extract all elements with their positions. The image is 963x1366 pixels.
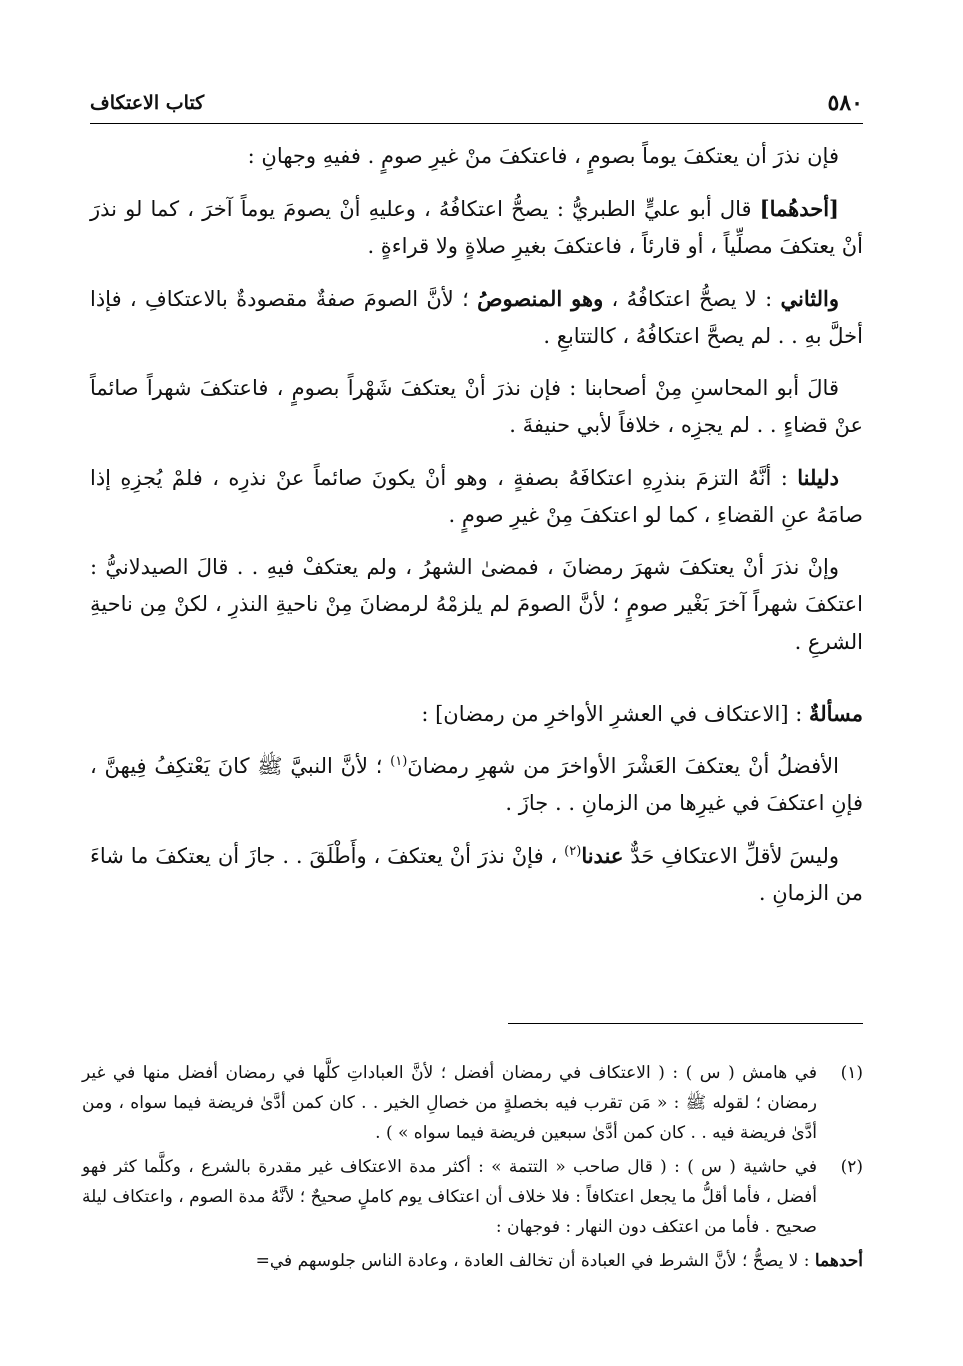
footnote-text: في حاشية ( س ) : ( قال صاحب « التتمة » : أكثر مدة الاعتكاف غير مقدرة بالشرع ، وكلَّما كثر فهو أفضل ، فأما أقلُّ ما يجعل اعتكافاً : فلا خلاف أن اعتكاف يوم كاملٍ صحيحٌ ؛ لأنَّهُ مدة الصوم ، واعتكاف ليلة صحيح . فأما من اعتكف دون النهار : فوجهان : (82, 1157, 817, 1237)
paragraph (90, 549, 863, 662)
bold-label: أحدهما (814, 1251, 863, 1271)
footnote-ref[interactable]: (١) (390, 753, 408, 769)
footnotes (82, 1058, 863, 1276)
paragraph-text: : لا يصحُّ اعتكافُهُ ، (603, 286, 781, 311)
paragraph-text: ؛ لأنَّ النبيَّ ﷺ كانَ يَعْتكِفُ فِيهنَّ ، فإنِ اعتكفَ في غيرِها من الزمانِ . . جازَ . (90, 753, 863, 815)
main-text (90, 138, 863, 927)
paragraph (90, 138, 863, 176)
paragraph-text: ؛ لأنَّ الصومَ صفةٌ مقصودةٌ بالاعتكافِ ، فإذا أخلَّ بهِ . . لم يصحَّ اعتكافُهُ ، كالتتابعِ . (90, 286, 863, 348)
paragraph (90, 190, 863, 266)
section-heading-text: : [الاعتكاف في العشرِ الأواخرِ من رمضان] : (421, 702, 809, 726)
paragraph-text: الأفضلُ أنْ يعتكفَ العَشْرَ الأواخرَ من شهرِ رمضانَ (407, 753, 839, 778)
paragraph-text: وليسَ لأقلِّ الاعتكافِ حَدٌّ (623, 843, 840, 868)
paragraph-text: ، فإنْ نذرَ أنْ يعتكفَ ، وأَطْلَقَ . . جازَ أن يعتكفَ ما شاءَ من الزمانِ . (90, 843, 863, 905)
bold-label: دليلنا (797, 464, 839, 490)
bold-label: والثاني (780, 285, 839, 311)
page-header (90, 84, 863, 124)
bold-label: وهو المنصوصُ (477, 285, 604, 311)
paragraph-text: قالَ أبو المحاسنِ مِنْ أصحابنا : فإن نذرَ أنْ يعتكفَ شَهْراً بصومٍ ، فاعتكفَ شهراً صائماً عنْ قضاءٍ . . لم يجزِه ، خلافاً لأبي حنيفةَ . (90, 375, 863, 437)
footnote (82, 1152, 863, 1242)
footnote-text: : لا يصحُّ ؛ لأنَّ الشرط في العبادة أن تخالف العادة ، وعادة الناس جلوسهم في= (255, 1251, 815, 1271)
footnote-separator (508, 1023, 863, 1024)
paragraph-text: وإنْ نذرَ أنْ يعتكفَ شهرَ رمضانَ ، فمضىٰ الشهرُ ، ولم يعتكفْ فيهِ . . قالَ الصيدلانيُّ : اعتكفَ شهراً آخرَ بَغْير صومٍ ؛ لأنَّ الصومَ لم يلزمْهُ لرمضانَ مِنْ ناحيةِ النذرِ ، لكنْ مِن ناحيةِ الشرعِ . (90, 554, 863, 654)
footnote-ref[interactable]: (٢) (564, 843, 582, 859)
masala-label: مسألةٌ (808, 701, 863, 726)
paragraph (90, 748, 863, 823)
section-heading (90, 695, 863, 734)
page-number: ٥٨٠ (827, 90, 863, 116)
bold-label: عندنا (581, 842, 624, 868)
paragraph-text: فإن نذرَ أن يعتكفَ يوماً بصومٍ ، فاعتكفَ منْ غيرِ صومٍ . ففيهِ وجهانِ : (247, 144, 839, 168)
paragraph (90, 370, 863, 445)
paragraph (90, 280, 863, 356)
paragraph-text: قال أبو عليٍّ الطبريُّ : يصحُّ اعتكافُهُ ، وعليهِ أنْ يصومَ يوماً آخرَ ، كما لو نذرَ أنْ يعتكفَ مصلِّياً ، أو قارئاً ، فاعتكفَ بغيرِ صلاةٍ ولا قراءةٍ . (90, 196, 863, 258)
running-title: كتاب الاعتكاف (90, 92, 205, 114)
paragraph (90, 837, 863, 913)
footnote-text: في هامش ( س ) : ( الاعتكاف في رمضان أفضل ؛ لأنَّ العباداتِ كلَّها في رمضان أفضل منها في غير رمضان ؛ لقوله ﷺ : « مَن تقرب فيه بخصلةٍ من خصالِ الخير . . كان كمن أدَّىٰ فريضة فيما سواه ، ومن أدَّىٰ فريضة فيه . . كان كمن أدَّىٰ سبعين فريضة فيما سواه » ) . (82, 1063, 817, 1143)
footnote-number: (٢) (840, 1157, 863, 1177)
footnote-number: (١) (840, 1063, 863, 1083)
paragraph-text: : أنَّهُ التزمَ بنذرِهِ اعتكافَهُ بصفةٍ ، وهو أنْ يكونَ صائماً عنْ نذرِه ، فلمْ يُجزِهِ إذا صامَهُ عنِ القضاءِ ، كما لو اعتكفَ مِنْ غيرِ صومٍ . (90, 465, 863, 527)
paragraph (90, 459, 863, 535)
footnote (82, 1058, 863, 1148)
footnote-continuation (82, 1246, 863, 1276)
bold-label: [أحدهُما] (759, 195, 839, 221)
